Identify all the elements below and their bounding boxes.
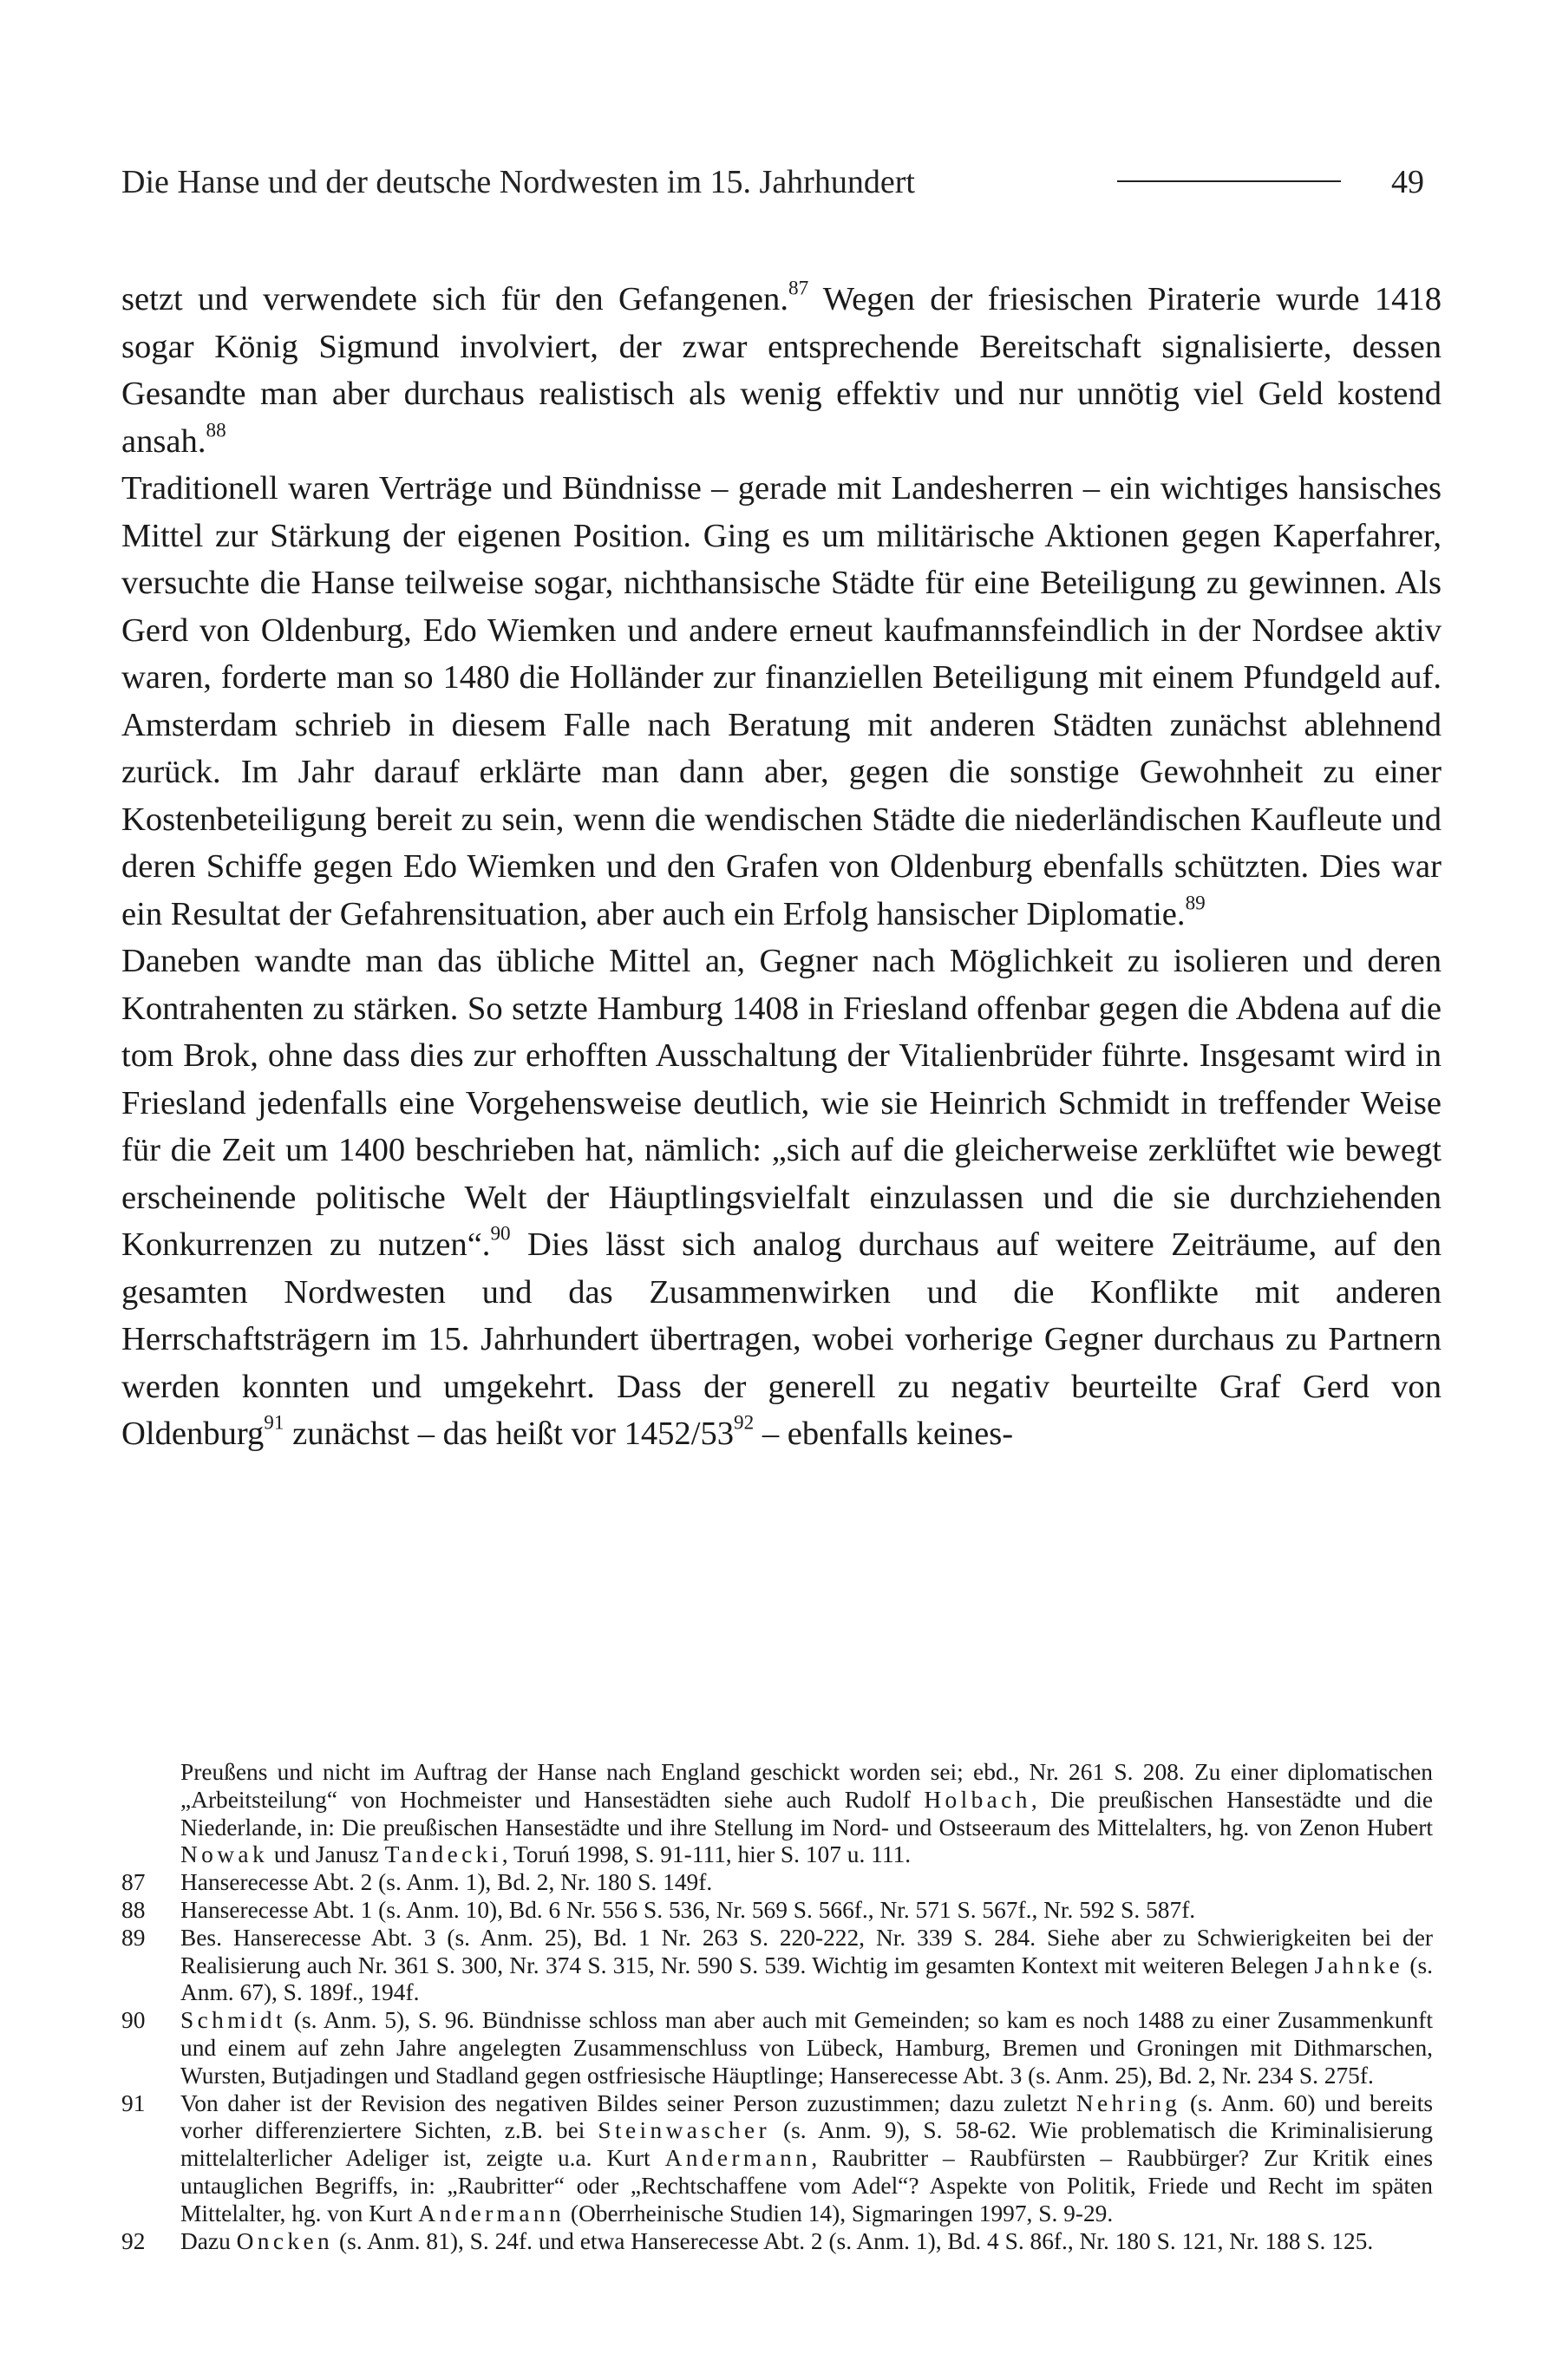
author-name: Andermann	[664, 2145, 812, 2172]
text-run: Preußens und nicht im Auftrag der Hanse nach England geschickt worden sei; ebd., Nr. 261 S. 208. Zu einer diplomatischen „Arbeitsteilung“ von Hochmeister und Hansestädten siehe auch Rudolf	[180, 1759, 1433, 1813]
text-run: Wegen der friesischen Piraterie wurde 1418 sogar König Sigmund involviert, der zwar entsprechende Bereitschaft signalisierte, dessen Gesandte man aber durchaus realistisch als wenig effektiv und nur unnötig viel Geld kostend ansah.	[121, 281, 1442, 460]
footnote-ref: 91	[264, 1411, 284, 1435]
footnote-87	[121, 1869, 1433, 1897]
text-run: Dies lässt sich analog durchaus auf weitere Zeiträume, auf den gesamten Nordwesten und das Zusammenwirken und die Konflikte mit anderen Herrschaftsträgern im 15. Jahrhundert übertragen, wobei vorherige Gegner durchaus zu Partnern werden konnten und umgekehrt. Dass der generell zu negativ beurteilte Graf Gerd von Oldenburg	[121, 1226, 1442, 1452]
paragraph-2	[121, 465, 1442, 938]
footnote-ref: 92	[734, 1411, 755, 1435]
header-rule	[1117, 180, 1341, 182]
text-run: Hanserecesse Abt. 1 (s. Anm. 10), Bd. 6 Nr. 556 S. 536, Nr. 569 S. 566f., Nr. 571 S. 567f., Nr. 592 S. 587f.	[180, 1896, 1196, 1923]
text-run: Von daher ist der Revision des negativen Bildes seiner Person zuzustimmen; dazu zuletzt	[180, 2089, 1076, 2116]
author-name: Steinwascher	[598, 2117, 770, 2144]
author-name: Tandecki	[384, 1841, 502, 1868]
text-run: (s. Anm. 5), S. 96. Bündnisse schloss man aber auch mit Gemeinden; so kam es noch 1488 zu einer Zusammenkunft und einem auf zehn Jahre angelegten Zusammenschluss von Lübeck, Hamburg, Bremen und Groningen mit Dithmarschen, Wursten, Butjadingen und Stadland gegen ostfriesische Häuptlinge; Hanserecesse Abt. 3 (s. Anm. 25), Bd. 2, Nr. 234 S. 275f.	[180, 2007, 1433, 2089]
text-run: , Die preußischen Hansestädte und die Niederlande, in: Die preußischen Hansestädte und ihre Stellung im Nord- und Ostseeraum des Mittelalters, hg. von Zenon Hubert	[180, 1786, 1433, 1841]
footnote-number: 90	[121, 2007, 146, 2034]
footnote-number: 87	[121, 1869, 146, 1896]
footnote-number: 89	[121, 1924, 146, 1951]
text-run: – ebenfalls keines-	[754, 1416, 1014, 1452]
text-run: Traditionell waren Verträge und Bündnisse – gerade mit Landesherren – ein wichtiges hansisches Mittel zur Stärkung der eigenen Position. Ging es um militärische Aktionen gegen Kaperfahrer, versuchte die Hanse teilweise sogar, nichthansische Städte für eine Beteiligung zu gewinnen. Als Gerd von Oldenburg, Edo Wiemken und andere erneut kaufmannsfeindlich in der Nordsee aktiv waren, forderte man so 1480 die Holländer zur finanziellen Beteiligung mit einem Pfundgeld auf. Amsterdam schrieb in diesem Falle nach Beratung mit anderen Städten zunächst ablehnend zurück. Im Jahr darauf erklärte man dann aber, gegen die sonstige Gewohnheit zu einer Kostenbeteiligung bereit zu sein, wenn die wendischen Städte die niederländischen Kaufleute und deren Schiffe gegen Edo Wiemken und den Grafen von Oldenburg ebenfalls schützten. Dies war ein Resultat der Gefahrensituation, aber auch ein Erfolg hansischer Diplomatie.	[121, 470, 1442, 932]
footnote-number: 88	[121, 1896, 146, 1923]
footnote-continuation	[121, 1759, 1433, 1869]
footnote-ref: 89	[1185, 892, 1206, 915]
text-run: und Janusz	[268, 1841, 385, 1868]
author-name: Holbach	[924, 1786, 1031, 1813]
text-run: (Oberrheinische Studien 14), Sigmaringen 1997, S. 9-29.	[565, 2200, 1114, 2226]
text-run: Daneben wandte man das übliche Mittel an, Gegner nach Möglichkeit zu isolieren und deren Kontrahenten zu stärken. So setzte Hamburg 1408 in Friesland offenbar gegen die Abdena auf die tom Brok, ohne dass dies zur erhofften Ausschaltung der Vitalienbrüder führte. Insgesamt wird in Friesland jedenfalls eine Vorgehensweise deutlich, wie sie Heinrich Schmidt in treffender Weise für die Zeit um 1400 beschrieben hat, nämlich: „sich auf die gleicherweise zerklüftet wie bewegt erscheinende politische Welt der Häuptlingsvielfalt einzulassen und die sie durchziehenden Konkurrenzen zu nutzen“.	[121, 943, 1442, 1263]
text-run: setzt und verwendete sich für den Gefangenen.	[121, 281, 788, 317]
footnote-ref: 87	[788, 277, 809, 300]
text-run: (s. Anm. 81), S. 24f. und etwa Hanserecesse Abt. 2 (s. Anm. 1), Bd. 4 S. 86f., Nr. 180 S. 121, Nr. 188 S. 125.	[333, 2227, 1374, 2254]
text-run: zunächst – das heißt vor 1452/53	[284, 1416, 735, 1452]
author-name: Schmidt	[180, 2007, 286, 2034]
running-header	[121, 161, 1440, 203]
footnote-ref: 88	[206, 419, 226, 442]
page-number: 49	[1391, 164, 1424, 200]
footnotes	[121, 1759, 1433, 2255]
text-run: Bes. Hanserecesse Abt. 3 (s. Anm. 25), Bd. 1 Nr. 263 S. 220-222, Nr. 339 S. 284. Siehe aber zu Schwierigkeiten bei der Realisierung auch Nr. 361 S. 300, Nr. 374 S. 315, Nr. 590 S. 539. Wichtig im gesamten Kontext mit weiteren Belegen	[180, 1924, 1433, 1978]
paragraph-3	[121, 938, 1442, 1458]
text-run: (s. Anm. 67), S. 189f., 194f.	[180, 1952, 1433, 2006]
running-title: Die Hanse und der deutsche Nordwesten im 15. Jahrhundert	[121, 164, 915, 200]
footnote-91	[121, 2090, 1433, 2228]
footnote-88	[121, 1897, 1433, 1925]
author-name: Nowak	[180, 1841, 269, 1868]
author-name: Nehring	[1075, 2089, 1181, 2116]
footnote-ref: 90	[490, 1222, 511, 1246]
footnote-number: 92	[121, 2227, 146, 2254]
footnote-92	[121, 2228, 1433, 2256]
footnote-90	[121, 2007, 1433, 2089]
author-name: Andermann	[418, 2200, 566, 2226]
footnote-89	[121, 1925, 1433, 2007]
text-run: (s. Anm. 9), S. 58-62. Wie problematisch die Kriminalisierung mittelalterlicher Adeliger ist, zeigte u.a. Kurt	[180, 2117, 1433, 2172]
author-name: Oncken	[236, 2227, 334, 2254]
text-run: (s. Anm. 60) und bereits vorher differenziertere Sichten, z.B. bei	[180, 2089, 1433, 2144]
text-run: , Toruń 1998, S. 91-111, hier S. 107 u. 111.	[501, 1841, 912, 1868]
author-name: Jahnke	[1314, 1952, 1404, 1978]
footnote-number: 91	[121, 2089, 146, 2116]
text-run: Hanserecesse Abt. 2 (s. Anm. 1), Bd. 2, Nr. 180 S. 149f.	[180, 1869, 713, 1896]
text-run: , Raubritter – Raubfürsten – Raubbürger? Zur Kritik eines untauglichen Begriffs, in: „Raubritter“ oder „Rechtschaffene vom Adel“? Aspekte von Politik, Friede und Recht im späten Mittelalter, hg. von Kurt	[180, 2145, 1433, 2226]
paragraph-1	[121, 276, 1442, 465]
main-text	[121, 276, 1442, 1458]
text-run: Dazu	[180, 2227, 237, 2254]
